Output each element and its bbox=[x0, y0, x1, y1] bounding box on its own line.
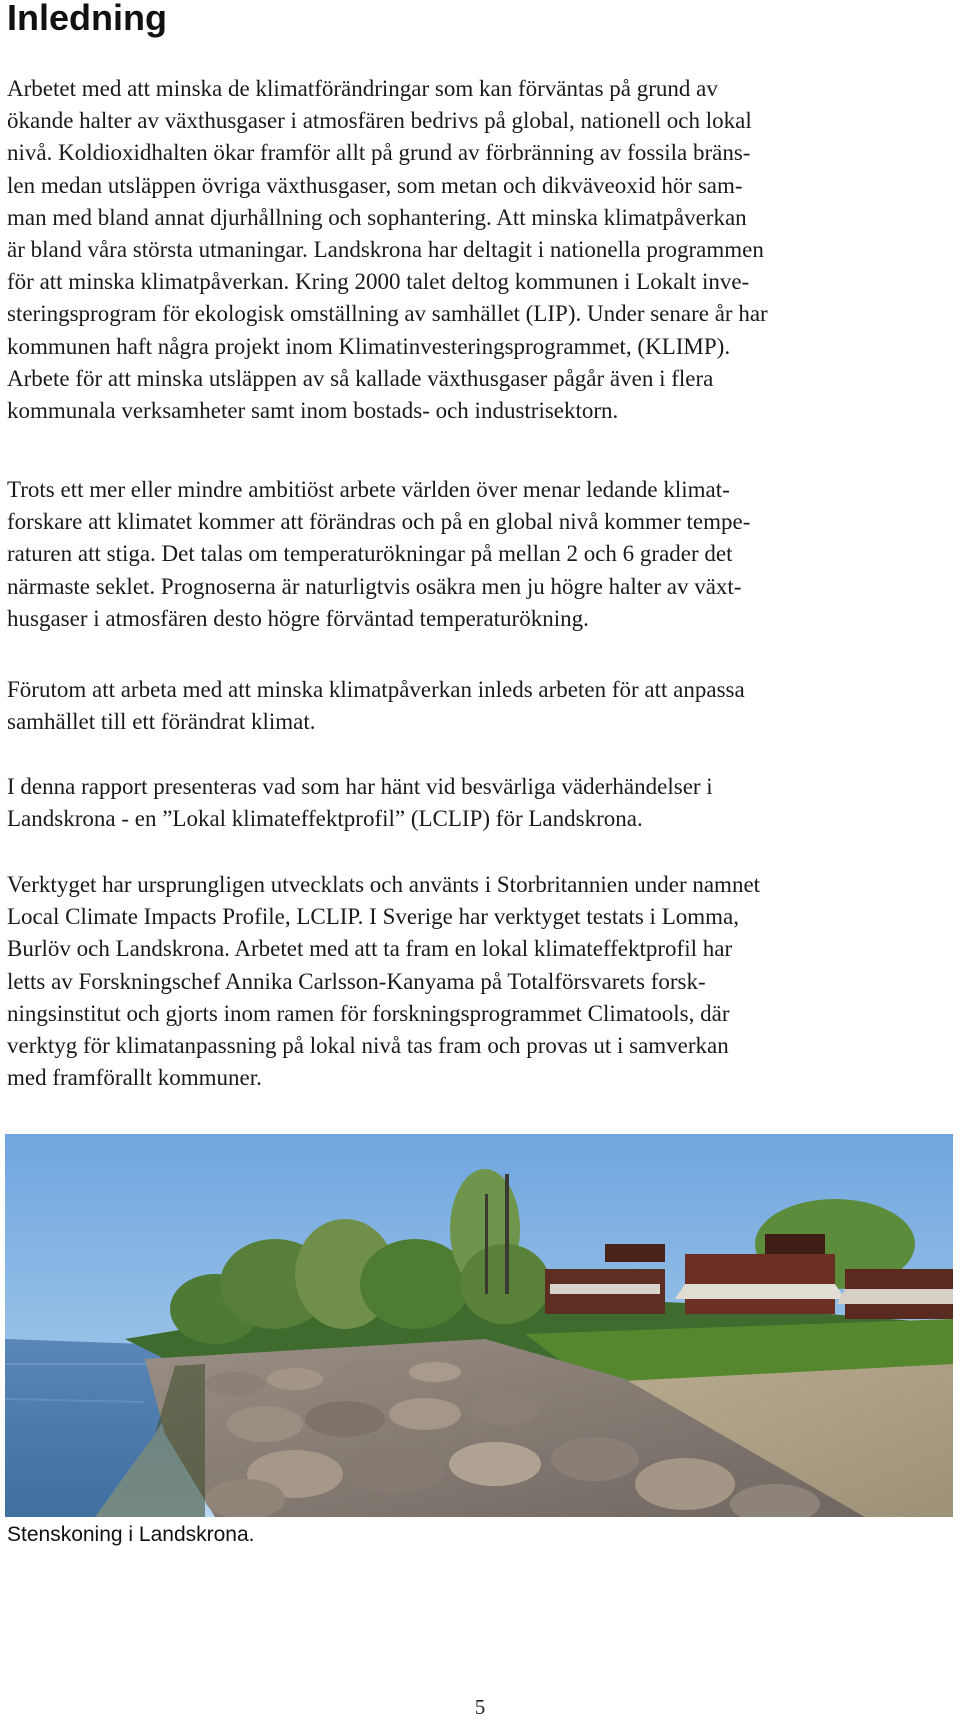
text-line: nivå. Koldioxidhalten ökar framför allt på grund av förbränning av fossila bräns- bbox=[7, 140, 751, 166]
text-line: Arbetet med att minska de klimatförändringar som kan förväntas på grund av bbox=[7, 76, 718, 101]
text-line: samhället till ett förändrat klimat. bbox=[7, 709, 316, 735]
text-line: kommunen haft några projekt inom Klimatinvesteringsprogrammet, (KLIMP). bbox=[7, 333, 731, 359]
text-line: är bland våra största utmaningar. Landskrona har deltagit i nationella programmen bbox=[7, 237, 764, 263]
text-line: kommunala verksamheter samt inom bostads- och industrisektorn. bbox=[7, 398, 619, 424]
text-line: man med bland annat djurhållning och sophantering. Att minska klimatpåverkan bbox=[7, 204, 747, 230]
text-line: Förutom att arbeta med att minska klimatpåverkan inleds arbeten för att anpassa bbox=[7, 677, 745, 702]
text-line: Trots ett mer eller mindre ambitiöst arbete världen över menar ledande klimat- bbox=[7, 477, 730, 502]
text-line: Landskrona - en ”Lokal klimateffektprofil” (LCLIP) för Landskrona. bbox=[7, 806, 643, 832]
text-line: letts av Forskningschef Annika Carlsson-Kanyama på Totalförsvarets forsk- bbox=[7, 968, 706, 994]
text-line: Verktyget har ursprungligen utvecklats och använts i Storbritannien under namnet bbox=[7, 872, 761, 897]
text-line: husgaser i atmosfären desto högre förväntad temperaturökning. bbox=[7, 605, 589, 631]
paragraph-intro bbox=[7, 73, 960, 427]
text-line: ökande halter av växthusgaser i atmosfären bedrivs på global, nationell och lokal bbox=[7, 108, 752, 134]
figure-caption: Stenskoning i Landskrona. bbox=[7, 1523, 255, 1546]
text-line: len medan utsläppen övriga växthusgaser, som metan och dikväveoxid hör sam- bbox=[7, 172, 743, 198]
paragraph-lclip-origin bbox=[7, 869, 960, 1094]
paragraph-climate-forecast bbox=[7, 474, 960, 635]
text-line: raturen att stiga. Det talas om temperaturökningar på mellan 2 och 6 grader det bbox=[7, 541, 733, 567]
paragraph-adaptation bbox=[7, 674, 960, 738]
text-line: forskare att klimatet kommer att förändras och på en global nivå kommer tempe- bbox=[7, 509, 751, 535]
page-heading: Inledning bbox=[7, 0, 167, 38]
text-line: Local Climate Impacts Profile, LCLIP. I Sverige har verktyget testats i Lomma, bbox=[7, 904, 739, 930]
text-line: verktyg för klimatanpassning på lokal nivå tas fram och provas ut i samverkan bbox=[7, 1033, 729, 1059]
text-line: med framförallt kommuner. bbox=[7, 1065, 262, 1091]
text-line: Arbete för att minska utsläppen av så kallade växthusgaser pågår även i flera bbox=[7, 365, 714, 391]
text-line: I denna rapport presenteras vad som har hänt vid besvärliga väderhändelser i bbox=[7, 774, 713, 799]
text-line: Burlöv och Landskrona. Arbetet med att ta fram en lokal klimateffektprofil har bbox=[7, 936, 733, 962]
page-number: 5 bbox=[474, 1695, 486, 1719]
text-line: steringsprogram för ekologisk omställning av samhället (LIP). Under senare år har bbox=[7, 301, 768, 327]
paragraph-report-scope bbox=[7, 771, 960, 835]
text-line: ningsinstitut och gjorts inom ramen för forskningsprogrammet Climatools, där bbox=[7, 1000, 730, 1026]
coastline-photo bbox=[5, 1134, 953, 1517]
text-line: för att minska klimatpåverkan. Kring 2000 talet deltog kommunen i Lokalt inve- bbox=[7, 269, 750, 295]
text-line: närmaste seklet. Prognoserna är naturligtvis osäkra men ju högre halter av växt- bbox=[7, 573, 742, 599]
